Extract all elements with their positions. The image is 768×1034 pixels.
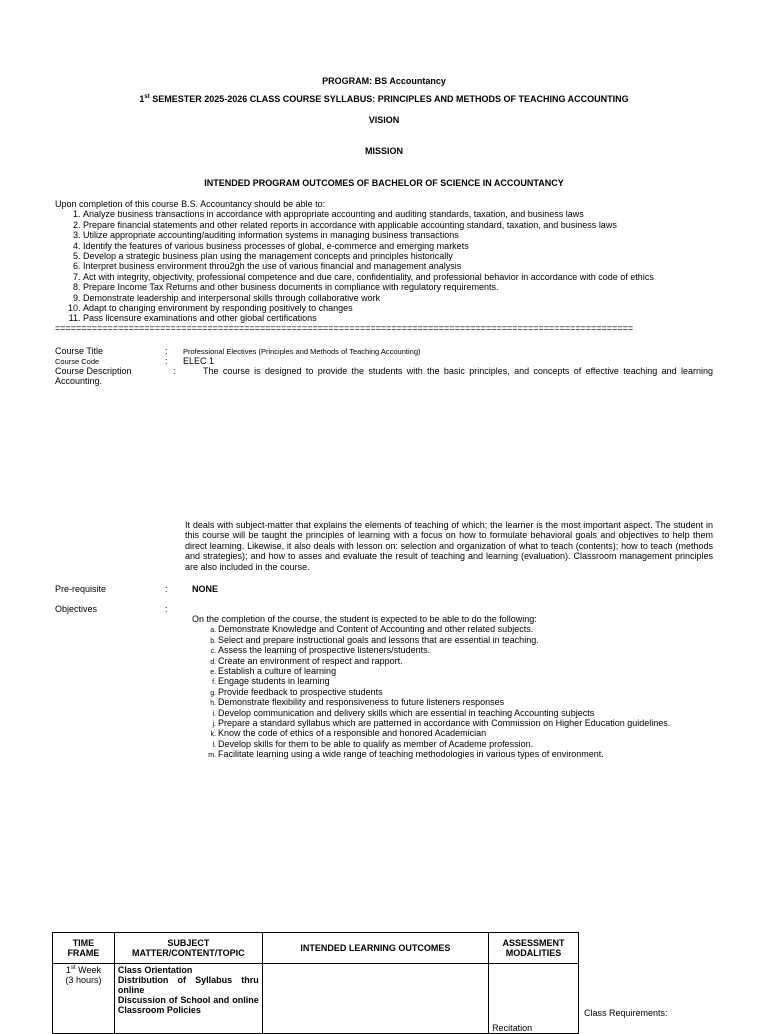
objectives-intro: On the completion of the course, the student is expected to be able to do the following: bbox=[192, 614, 537, 624]
objective-item: k. Know the code of ethics of a responsible and honored Academician bbox=[218, 728, 752, 738]
outcomes-heading: INTENDED PROGRAM OUTCOMES OF BACHELOR OF SCIENCE IN ACCOUNTANCY bbox=[204, 178, 564, 188]
course-desc-colon: : bbox=[173, 366, 176, 376]
week-ordinal: st bbox=[70, 965, 76, 971]
objectives-list bbox=[192, 624, 752, 759]
program-outcomes bbox=[55, 199, 755, 324]
outcomes-cell bbox=[262, 964, 488, 1034]
course-objectives bbox=[192, 614, 752, 760]
outcome-item: 9. Demonstrate leadership and interpersonal skills through collaborative work bbox=[83, 293, 755, 303]
topic-cell bbox=[114, 964, 262, 1034]
objective-item: j. Prepare a standard syllabus which are patterned in accordance with Commission on Higher Education guidelines. bbox=[218, 718, 752, 728]
semester-number: 1 bbox=[139, 94, 145, 104]
objective-item: l. Develop skills for them to be able to qualify as member of Academe profession. bbox=[218, 739, 752, 749]
topic-syllabus: Distribution of Syllabus thru online bbox=[117, 975, 259, 995]
outcome-item: 7. Act with integrity, objectivity, professional competence and due care, confidentiality, and professional behavior in accordance with code of ethics bbox=[83, 272, 755, 282]
objective-item: b. Select and prepare instructional goals and lessons that are essential in teaching. bbox=[218, 635, 752, 645]
objectives-label: Objectives bbox=[55, 604, 98, 614]
semester-ordinal: st bbox=[144, 94, 150, 100]
outcome-item: 5. Develop a strategic business plan using the management concepts and principles historically bbox=[83, 251, 755, 261]
outcome-item: 11. Pass licensure examinations and other global certifications bbox=[83, 313, 755, 323]
assessment-cell bbox=[489, 964, 579, 1034]
week-number: 1 bbox=[65, 965, 71, 975]
assessment-recitation: Recitation bbox=[492, 1023, 533, 1033]
outcome-item: 1. Analyze business transactions in accordance with appropriate accounting and auditing standards, taxation, and business laws bbox=[83, 209, 755, 219]
topic-orientation: Class Orientation bbox=[117, 965, 193, 975]
header-learning-outcomes: INTENDED LEARNING OUTCOMES bbox=[262, 933, 488, 964]
objective-item: i. Develop communication and delivery skills which are essential in teaching Accounting subjects bbox=[218, 708, 752, 718]
objective-item: e. Establish a culture of learning bbox=[218, 666, 752, 676]
course-title-value: Professional Electives (Principles and Methods of Teaching Accounting) bbox=[183, 347, 421, 356]
mission-heading: MISSION bbox=[364, 146, 403, 156]
header-assessment: ASSESSMENT MODALITIES bbox=[489, 933, 579, 964]
objective-item: c. Assess the learning of prospective listeners/students. bbox=[218, 645, 752, 655]
week-label: Week bbox=[75, 965, 101, 975]
objectives-colon: : bbox=[165, 604, 168, 614]
prereq-label: Pre-requisite bbox=[55, 584, 107, 594]
course-desc-paragraph: It deals with subject-matter that explains the elements of teaching of which; the learner is the most important aspect. The student in this course will be taught the principles of learning with a focus on how to formulate behavioral goals and objectives to help them direct learning. Likewise, it also deals with lesson on: selection and organization of what to teach (contents); how to teach (methods and strategies); and how to asses and evaluate the result of teaching and learning (evaluation). Classroom management principles are also included in the course. bbox=[185, 520, 713, 572]
course-code-colon: : bbox=[165, 356, 168, 366]
course-desc-label: Course Description bbox=[55, 366, 132, 376]
outcome-item: 4. Identify the features of various business processes of global, e-commerce and emerging markets bbox=[83, 241, 755, 251]
prereq-value: NONE bbox=[192, 584, 219, 594]
outcomes-list bbox=[55, 209, 755, 323]
time-frame-cell bbox=[53, 964, 115, 1034]
objective-item: a. Demonstrate Knowledge and Content of Accounting and other related subjects. bbox=[218, 624, 752, 634]
class-requirements-note: Class Requirements: bbox=[584, 1008, 668, 1018]
header-time-frame: TIME FRAME bbox=[53, 933, 115, 964]
outcome-item: 6. Interpret business environment throu2gh the use of various financial and management analysis bbox=[83, 261, 755, 271]
course-code-label: Course Code bbox=[55, 357, 100, 366]
table-header-row bbox=[53, 933, 579, 964]
syllabus-table bbox=[52, 932, 579, 1034]
outcome-item: 10. Adapt to changing environment by responding positively to changes bbox=[83, 303, 755, 313]
outcome-item: 3. Utilize appropriate accounting/auditing information systems in managing business transactions bbox=[83, 230, 755, 240]
semester-title: SEMESTER 2025-2026 CLASS COURSE SYLLABUS: PRINCIPLES AND METHODS OF TEACHING ACCOUNTING bbox=[149, 94, 629, 104]
objective-item: d. Create an environment of respect and rapport. bbox=[218, 656, 752, 666]
objective-item: h. Demonstrate flexibility and responsiveness to future listeners responses bbox=[218, 697, 752, 707]
outcome-item: 8. Prepare Income Tax Returns and other business documents in compliance with regulatory requirements. bbox=[83, 282, 755, 292]
course-desc-value: The course is designed to provide the students with the basic principles, and concepts of effective teaching and learning Accounting. bbox=[55, 366, 713, 387]
prereq-colon: : bbox=[165, 584, 168, 594]
program-heading: PROGRAM: BS Accountancy bbox=[322, 76, 446, 86]
semester-heading bbox=[0, 94, 768, 104]
vision-heading: VISION bbox=[368, 115, 400, 125]
outcome-item: 2. Prepare financial statements and other related reports in accordance with applicable accounting standard, taxation, and business laws bbox=[83, 220, 755, 230]
outcomes-intro: Upon completion of this course B.S. Accountancy should be able to: bbox=[55, 199, 326, 209]
week-hours: (3 hours) bbox=[65, 975, 102, 985]
topic-policies: Discussion of School and online Classroom Policies bbox=[117, 995, 259, 1015]
objective-item: f. Engage students in learning bbox=[218, 676, 752, 686]
course-code-value: ELEC 1 bbox=[183, 356, 215, 366]
objective-item: g. Provide feedback to prospective students bbox=[218, 687, 752, 697]
course-title-label: Course Title bbox=[55, 346, 104, 356]
separator-line: ============================================================================================================== bbox=[55, 323, 634, 333]
course-title-colon: : bbox=[165, 346, 168, 356]
objective-item: m. Facilitate learning using a wide range of teaching methodologies in various types of environment. bbox=[218, 749, 752, 759]
header-subject-matter: SUBJECT MATTER/CONTENT/TOPIC bbox=[114, 933, 262, 964]
table-row bbox=[53, 964, 579, 1034]
